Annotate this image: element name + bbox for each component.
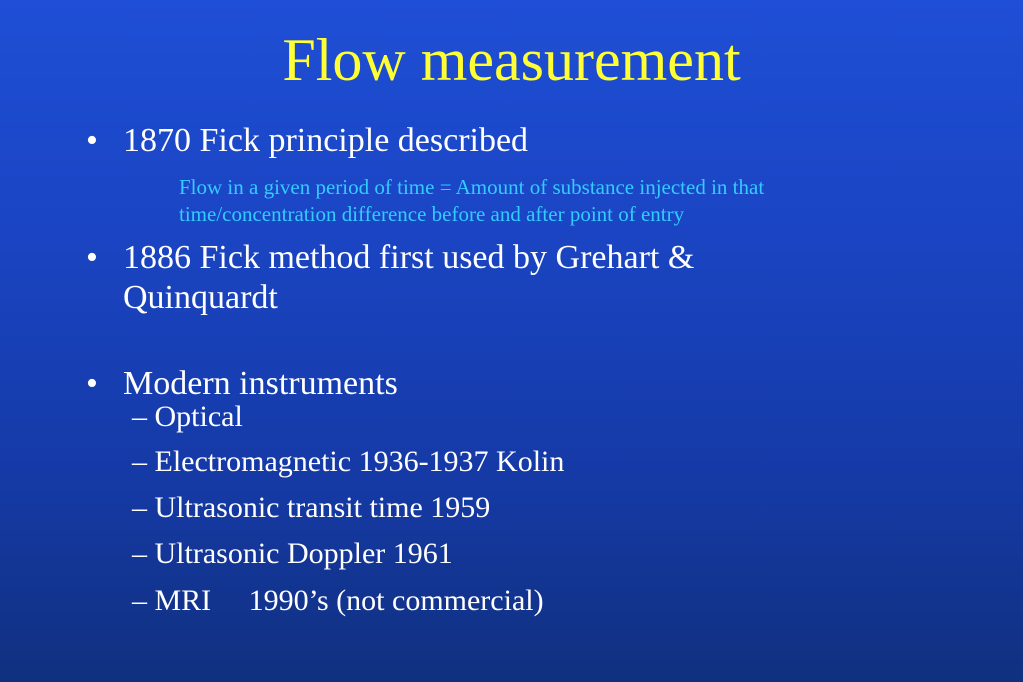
dash: – [132, 584, 147, 617]
bullet-dot: • [86, 365, 98, 402]
dash: – [132, 491, 147, 524]
bullet-dot: • [86, 239, 98, 276]
fick-principle-note [179, 174, 919, 228]
bullet-fick-principle [86, 121, 986, 163]
bullet-fick-method [86, 238, 986, 318]
dash: – [132, 537, 147, 570]
subitem-optical [132, 400, 243, 434]
bullet-text: 1870 Fick principle described [123, 122, 529, 159]
dash: – [132, 445, 147, 478]
slide-title: Flow measurement [282, 27, 741, 93]
subitem-text: Ultrasonic Doppler 1961 [154, 537, 453, 570]
note-line: Flow in a given period of time = Amount of substance injected in that [179, 175, 765, 199]
bullet-line: Quinquardt [123, 279, 278, 316]
bullet-line: 1886 Fick method first used by Grehart & [123, 239, 695, 276]
bullet-text [123, 238, 983, 318]
subitem-electromagnetic [132, 445, 564, 479]
subitem-text: Ultrasonic transit time 1959 [154, 491, 491, 524]
subitem-text: MRI 1990’s (not commercial) [154, 584, 544, 617]
subitem-text: Optical [154, 400, 243, 433]
subitem-ultrasonic-doppler [132, 537, 453, 571]
subitem-ultrasonic-transit [132, 491, 490, 525]
subitem-text: Electromagnetic 1936-1937 Kolin [154, 445, 565, 478]
bullet-dot: • [86, 122, 98, 159]
dash: – [132, 400, 147, 433]
subitem-mri [132, 584, 544, 618]
bullet-text: Modern instruments [123, 365, 398, 402]
note-line: time/concentration difference before and after point of entry [179, 202, 685, 226]
